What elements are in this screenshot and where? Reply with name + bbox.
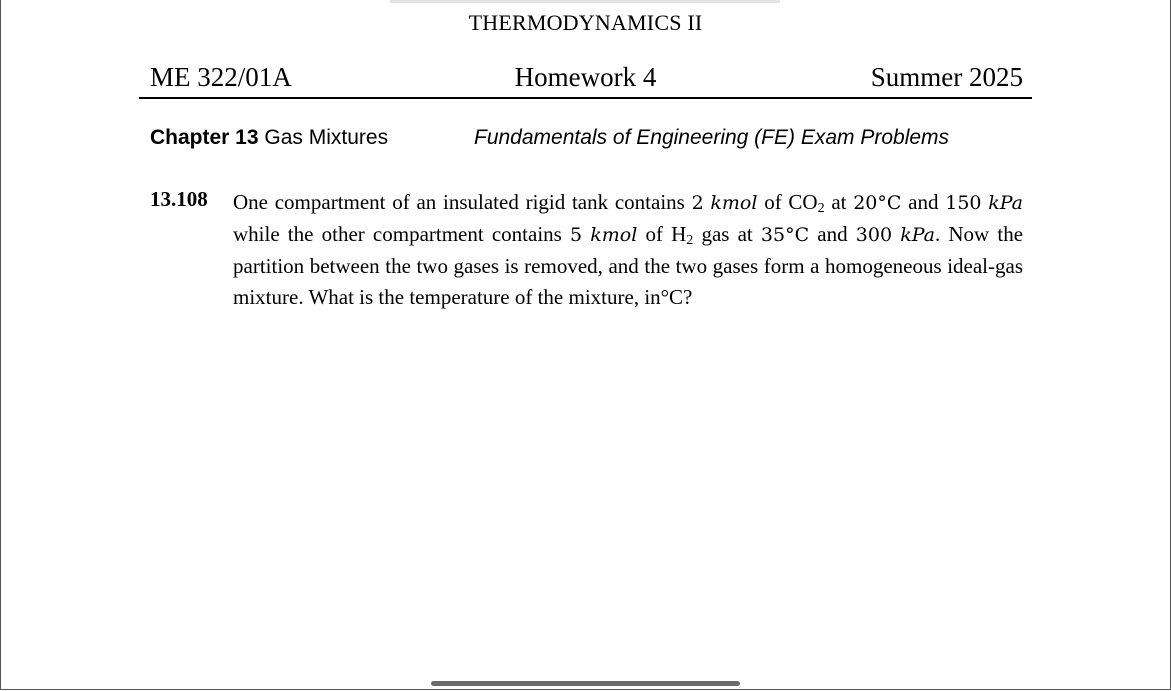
problem-text: of H	[645, 222, 687, 246]
problem-text: . Now the partition between the two gases is removed, and the two gases form a homogeneous ideal-gas mixture. What is the temperature of the mixture, in°C?	[233, 222, 1024, 309]
unit-kpa: kPa	[900, 224, 935, 246]
chapter-name: Gas Mixtures	[264, 126, 389, 149]
amount-value: 2	[691, 192, 704, 214]
problem-text: gas at	[701, 222, 753, 246]
subscript: 2	[817, 201, 825, 216]
assignment-title: Homework 4	[514, 62, 657, 92]
problem-number: 13.108	[150, 187, 208, 211]
problem-text: One compartment of an insulated rigid tank contains	[233, 190, 685, 214]
subscript: 2	[686, 233, 694, 248]
unit-kmol: kmol	[710, 192, 758, 214]
problem-text: and	[908, 190, 939, 214]
exam-section-label: Fundamentals of Engineering (FE) Exam Problems	[474, 126, 950, 149]
home-indicator-bar[interactable]	[431, 681, 740, 686]
unit-kmol: kmol	[590, 224, 638, 246]
pressure-value: 300	[855, 224, 893, 246]
course-code: ME 322/01A	[150, 62, 292, 92]
chapter-heading	[150, 126, 388, 150]
problem-text: while the other compartment contains	[233, 222, 562, 246]
problem-text: at	[831, 190, 847, 214]
temperature-value: 20°C	[853, 192, 902, 214]
temperature-value: 35°C	[760, 224, 810, 246]
term-label: Summer 2025	[870, 62, 1023, 92]
chapter-number: Chapter 13	[150, 126, 259, 149]
problem-statement	[233, 187, 1023, 313]
pressure-value: 150	[945, 192, 982, 214]
problem-text: of CO	[764, 190, 818, 214]
amount-value: 5	[570, 224, 583, 246]
course-title: THERMODYNAMICS II	[468, 10, 703, 35]
top-edge-strip	[390, 0, 780, 3]
problem-text: and	[817, 222, 848, 246]
unit-kpa: kPa	[988, 192, 1024, 214]
document-header	[139, 60, 1032, 99]
